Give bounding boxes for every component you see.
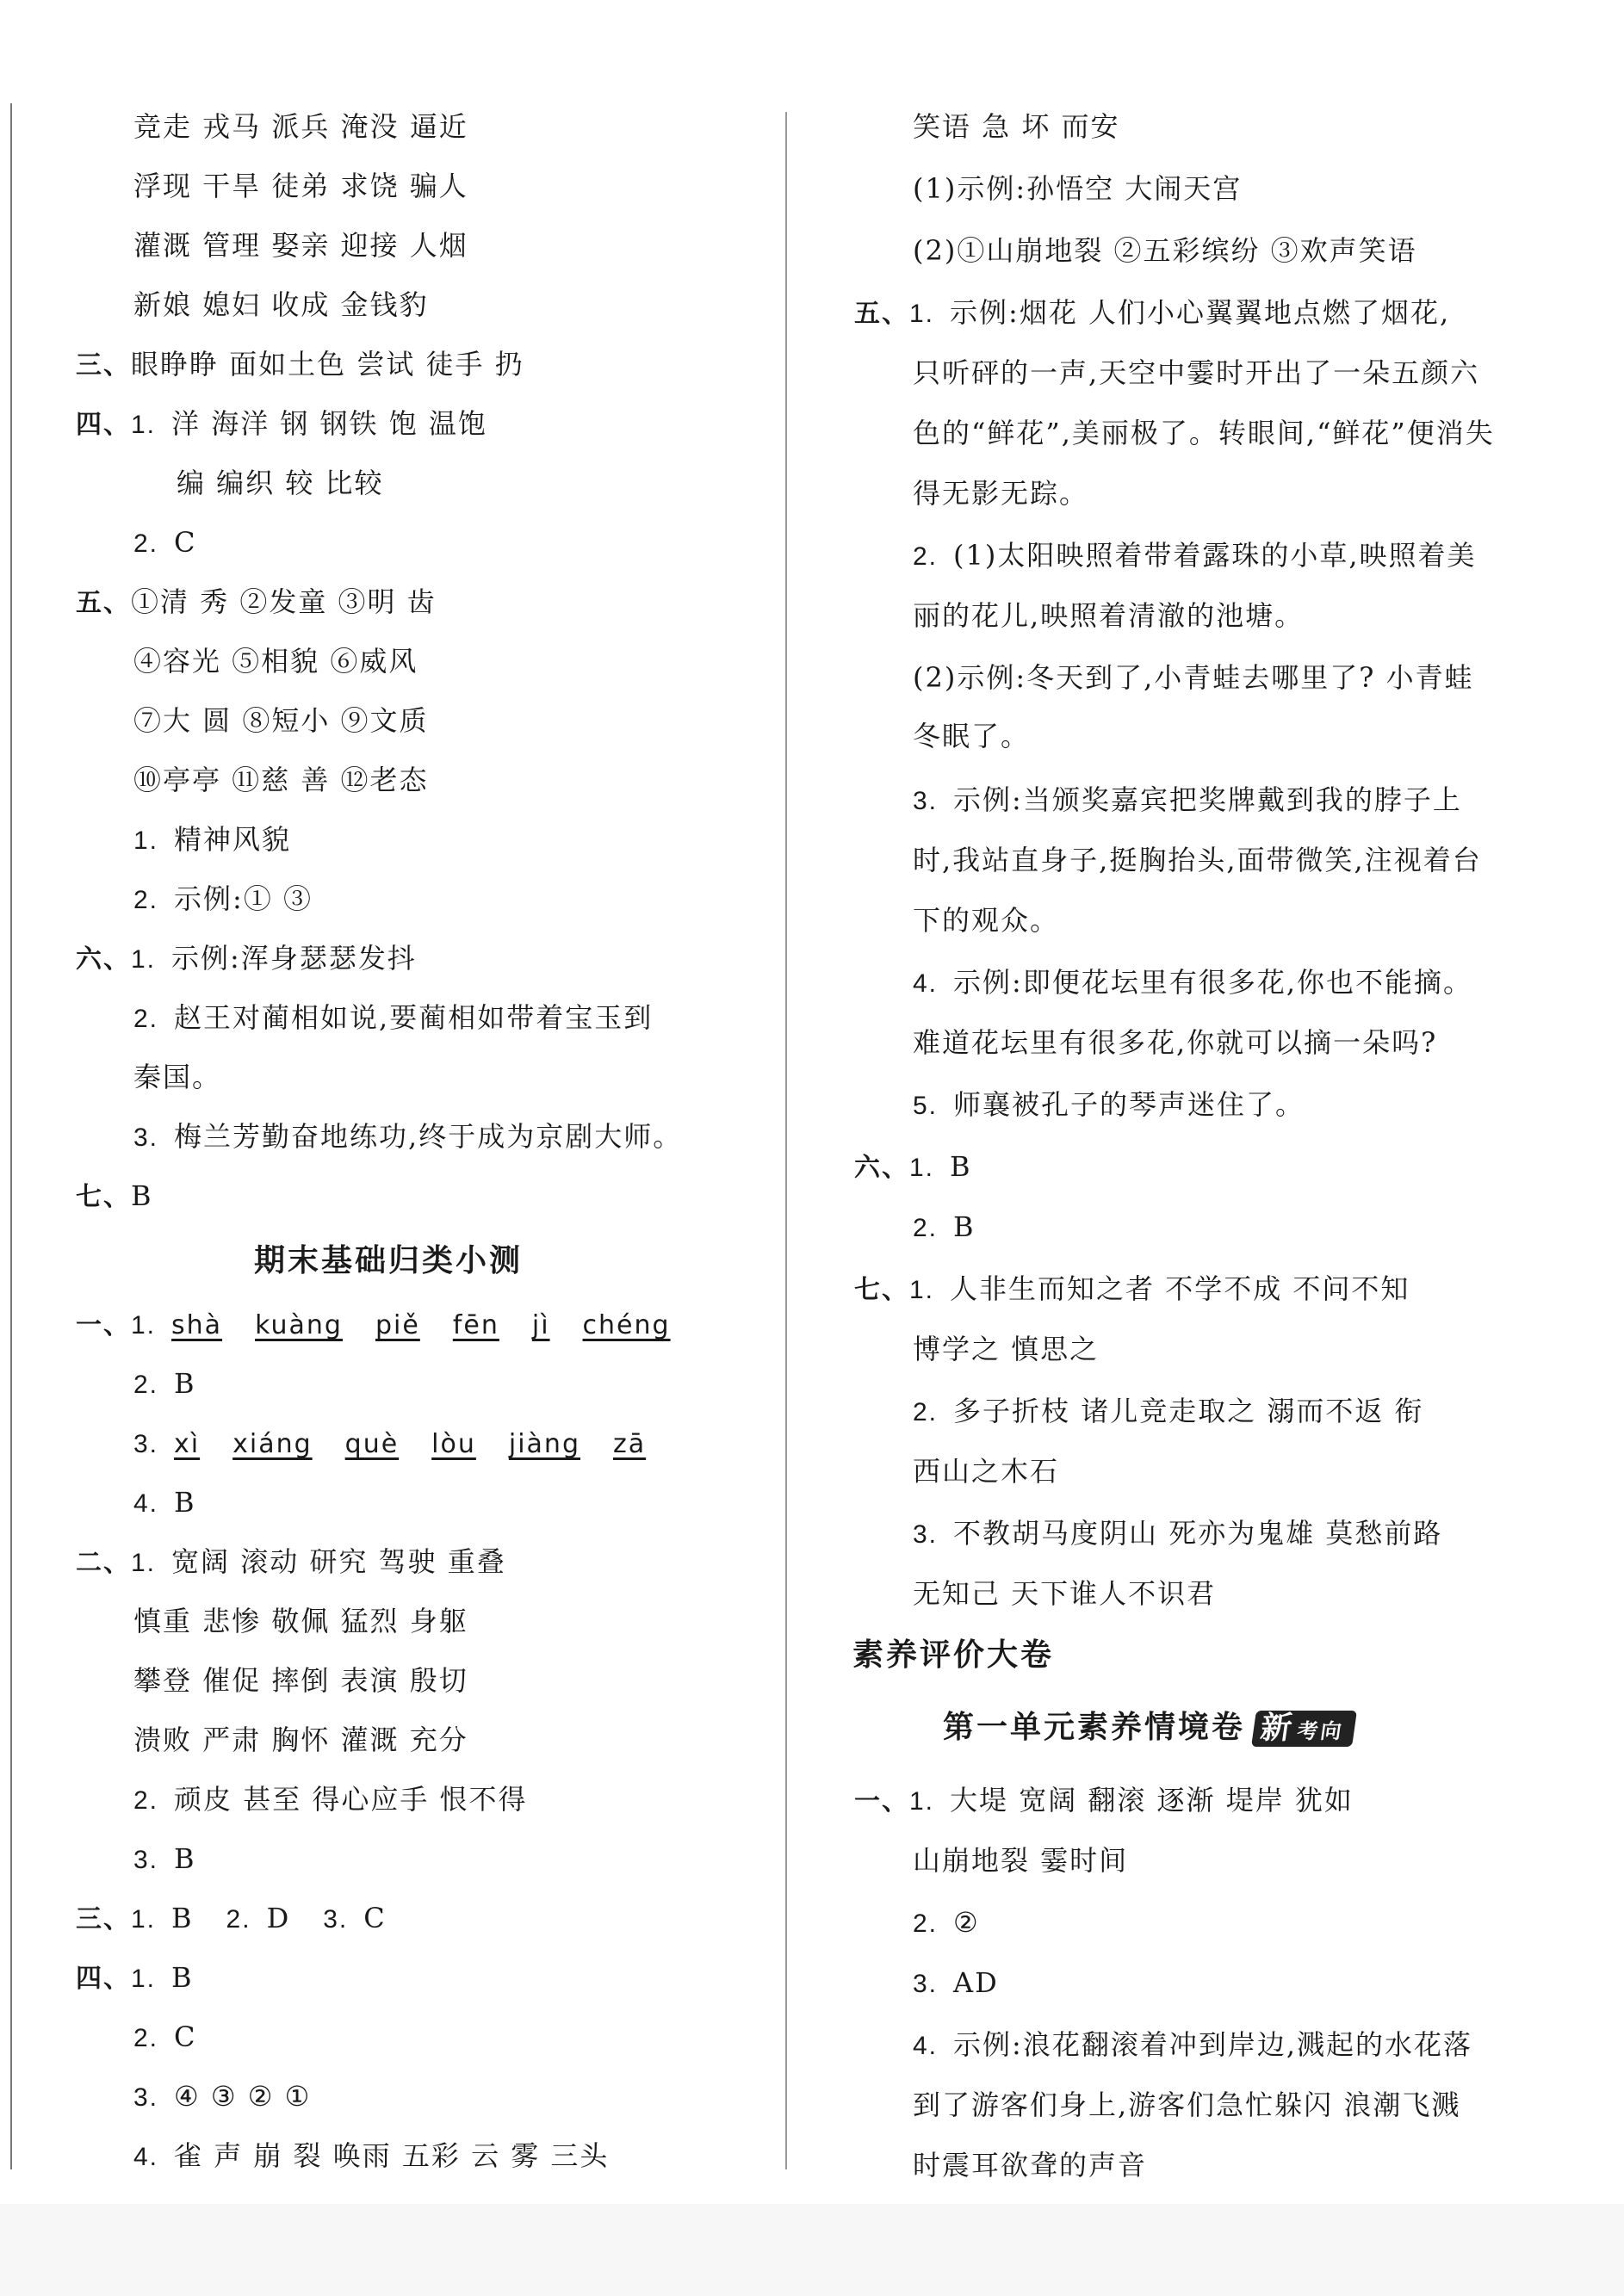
answer-text: B (174, 1486, 196, 1519)
item-number: 2. (133, 886, 159, 914)
item-number: 1. (909, 1276, 935, 1304)
answer-text: B (953, 1210, 976, 1243)
answer-text: 眼睁睁 面如土色 尝试 徒手 扔 (131, 348, 524, 381)
pinyin: shà (171, 1310, 223, 1340)
item-number: 3. (913, 1970, 939, 1998)
answer-row (913, 1207, 976, 1248)
q2-row (76, 1542, 506, 1583)
pinyin: què (344, 1429, 400, 1459)
answer-line: 西山之木石 (913, 1455, 1060, 1488)
pinyin: xì (174, 1429, 201, 1459)
item-number: 1. (909, 1154, 935, 1182)
answer-text: 精神风貌 (174, 823, 292, 856)
item-number: 1. (131, 1905, 157, 1934)
answer-row (913, 1963, 999, 2004)
answer-line: 到了游客们身上,游客们急忙躲闪 浪潮飞溅 (913, 2089, 1461, 2121)
section-5-row (854, 293, 1450, 334)
item-number: 1. (133, 826, 159, 855)
answer-text: B (171, 1902, 194, 1934)
answer-row (133, 879, 313, 920)
section-4-row (76, 404, 487, 445)
q3-row (76, 1898, 387, 1940)
pinyin: kuàng (255, 1310, 343, 1340)
item-number: 3. (913, 787, 939, 815)
item-number: 4. (913, 2032, 939, 2060)
item-number: 2. (226, 1905, 251, 1934)
section-label: 五、 (76, 588, 131, 618)
answer-text: 洋 海洋 钢 钢铁 饱 温饱 (171, 407, 487, 440)
badge-small-text: 考向 (1295, 1719, 1346, 1743)
answer-line: (2)①山崩地裂 ②五彩缤纷 ③欢声笑语 (913, 234, 1417, 267)
answer-text: 示例:烟花 人们小心翼翼地点燃了烟花, (950, 296, 1451, 329)
answer-line: 攀登 催促 摔倒 表演 殷切 (133, 1664, 468, 1697)
item-number: 1. (131, 1311, 157, 1340)
unit-heading: 第一单元素养情境卷 (943, 1710, 1246, 1745)
answer-line: 灌溉 管理 娶亲 迎接 人烟 (133, 229, 468, 262)
answer-row (133, 2076, 311, 2118)
item-number: 2. (913, 542, 939, 571)
answer-line: 山崩地裂 霎时间 (913, 1844, 1129, 1877)
pinyin: xiáng (232, 1429, 313, 1459)
answer-text: 示例:即便花坛里有很多花,你也不能摘。 (953, 966, 1472, 999)
answer-row (133, 1117, 682, 1158)
answer-text: 不教胡马度阴山 死亦为鬼雄 莫愁前路 (953, 1517, 1443, 1550)
answer-line: 新娘 媳妇 收成 金钱豹 (133, 288, 429, 321)
answer-text: 多子折枝 诸儿竞走取之 溺而不返 衔 (953, 1395, 1424, 1427)
answer-text: C (174, 526, 197, 559)
part-heading: 素养评价大卷 (852, 1637, 1055, 1673)
pinyin: jiàng (508, 1429, 580, 1459)
answer-line: 难道花坛里有很多花,你就可以摘一朵吗? (913, 1026, 1438, 1059)
page-bottom-margin (0, 2204, 1624, 2296)
section-label: 六、 (76, 944, 131, 975)
item-number: 3. (913, 1520, 939, 1549)
item-number: 1. (909, 300, 935, 328)
new-trend-badge (1251, 1711, 1357, 1747)
answer-text: C (174, 2021, 197, 2053)
answer-text: AD (953, 1966, 999, 1999)
item-number: 2. (133, 2024, 159, 2052)
answer-row (913, 962, 1472, 1004)
section-6-row (854, 1147, 972, 1188)
answer-text: D (266, 1902, 291, 1934)
item-number: 2. (913, 1214, 939, 1242)
answer-line: 只听砰的一声,天空中霎时开出了一朵五颜六 (913, 356, 1480, 389)
answer-text: B (131, 1179, 153, 1212)
section-heading: 期末基础归类小测 (254, 1243, 524, 1278)
answer-row (133, 1364, 196, 1405)
item-number: 5. (913, 1092, 939, 1120)
section-label: 四、 (76, 1964, 131, 1994)
answer-text: 示例:浑身瑟瑟发抖 (171, 942, 417, 975)
section-3-row (76, 344, 524, 386)
pinyin: lòu (431, 1429, 476, 1459)
q1-row (76, 1304, 671, 1346)
item-number: 3. (133, 2083, 159, 2112)
answer-text: 宽阔 滚动 研究 驾驶 重叠 (171, 1545, 506, 1578)
answer-text: 雀 声 崩 裂 唤雨 五彩 云 雾 三头 (174, 2139, 610, 2172)
answer-row (133, 523, 197, 564)
answer-row (913, 780, 1462, 821)
item-number: 2. (133, 529, 159, 558)
answer-text: 示例:① ③ (174, 882, 313, 915)
answer-line: 竞走 戎马 派兵 淹没 逼近 (133, 110, 468, 143)
section-label: 一、 (76, 1310, 131, 1340)
answer-text: ② (953, 1906, 980, 1939)
item-number: 2. (913, 1398, 939, 1426)
answer-row (133, 2017, 197, 2058)
answer-line: 秦国。 (133, 1061, 222, 1093)
item-number: 3. (133, 1430, 159, 1458)
answer-text: B (171, 1961, 194, 1994)
item-number: 3. (323, 1905, 349, 1934)
item-number: 3. (133, 1846, 159, 1874)
answer-row (913, 535, 1477, 577)
pinyin: fēn (452, 1310, 499, 1340)
section-label: 七、 (76, 1182, 131, 1212)
answer-line: 时震耳欲聋的声音 (913, 2149, 1148, 2182)
pinyin: zā (613, 1429, 647, 1459)
item-number: 1. (131, 945, 157, 974)
answer-line: 冬眠了。 (913, 720, 1031, 752)
section-7-row (76, 1176, 153, 1217)
answer-text: 顽皮 甚至 得心应手 恨不得 (174, 1783, 528, 1816)
answer-line: 色的“鲜花”,美丽极了。转眼间,“鲜花”便消失 (913, 417, 1495, 449)
answer-text: 示例:当颁奖嘉宾把奖牌戴到我的脖子上 (953, 783, 1462, 816)
section-label: 一、 (854, 1786, 909, 1816)
answer-line: 得无影无踪。 (913, 477, 1089, 510)
section-label: 二、 (76, 1548, 131, 1578)
section-6-row (76, 938, 417, 980)
answer-row (913, 1513, 1442, 1555)
answer-row (913, 1085, 1305, 1126)
item-number: 1. (131, 1549, 157, 1577)
item-number: 1. (909, 1787, 935, 1816)
answer-row (913, 1391, 1424, 1433)
section-label: 七、 (854, 1275, 909, 1305)
answer-text: 赵王对蔺相如说,要蔺相如带着宝玉到 (174, 1001, 654, 1034)
item-number: 1. (131, 1965, 157, 1993)
section-label: 四、 (76, 410, 131, 440)
answer-line: 笑语 急 坏 而安 (913, 110, 1120, 143)
answer-row (913, 2025, 1472, 2066)
answer-text: 师襄被孔子的琴声迷住了。 (953, 1088, 1305, 1121)
answer-row (913, 1903, 980, 1944)
q4-row (76, 1958, 194, 1999)
answer-line: ⑩亭亭 ⑪慈 善 ⑫老态 (133, 764, 429, 796)
answer-line: 博学之 慎思之 (913, 1333, 1100, 1365)
answer-row (133, 2136, 609, 2177)
answer-row (133, 998, 653, 1039)
item-number: 4. (133, 1489, 159, 1518)
answer-row (133, 1423, 646, 1464)
left-margin-rule (10, 103, 12, 2169)
section-label: 三、 (76, 350, 131, 381)
answer-row (133, 1482, 196, 1524)
section-7-row (854, 1269, 1410, 1310)
item-number: 3. (133, 1123, 159, 1152)
answer-text: C (363, 1902, 387, 1934)
answer-row (133, 1839, 196, 1880)
column-divider (785, 112, 787, 2169)
answer-text: B (174, 1367, 196, 1400)
section-label: 三、 (76, 1904, 131, 1934)
badge-big-char: 新 (1258, 1711, 1297, 1746)
answer-line: (1)示例:孙悟空 大闹天宫 (913, 172, 1243, 205)
answer-text: 示例:浪花翻滚着冲到岸边,溅起的水花落 (953, 2028, 1472, 2061)
section-5-row (76, 582, 437, 623)
answer-line: (2)示例:冬天到了,小青蛙去哪里了? 小青蛙 (913, 661, 1474, 694)
answer-text: ④ ③ ② ① (174, 2080, 312, 2113)
answer-text: B (950, 1150, 972, 1183)
item-number: 4. (913, 969, 939, 998)
item-number: 2. (133, 1371, 159, 1399)
answer-row (133, 1779, 528, 1821)
section-label: 六、 (854, 1153, 909, 1183)
answer-line: 编 编织 较 比较 (177, 467, 384, 499)
unit-q1-row (854, 1780, 1354, 1822)
answer-text: 大堤 宽阔 翻滚 逐渐 堤岸 犹如 (950, 1784, 1354, 1816)
answer-line: 丽的花儿,映照着清澈的池塘。 (913, 599, 1305, 632)
answer-line: ⑦大 圆 ⑧短小 ⑨文质 (133, 704, 429, 737)
pinyin: piě (375, 1310, 420, 1340)
answer-line: 无知己 天下谁人不识君 (913, 1577, 1217, 1610)
item-number: 2. (913, 1909, 939, 1938)
answer-line: ④容光 ⑤相貌 ⑥威风 (133, 645, 418, 678)
answer-text: 梅兰芳勤奋地练功,终于成为京剧大师。 (174, 1120, 683, 1153)
answer-line: 溃败 严肃 胸怀 灌溉 充分 (133, 1724, 468, 1756)
answer-line: 浮现 干旱 徒弟 求饶 骗人 (133, 170, 468, 202)
answer-text: 人非生而知之者 不学不成 不问不知 (950, 1272, 1410, 1305)
answer-line: 下的观众。 (913, 904, 1060, 937)
pinyin: jì (531, 1310, 550, 1340)
section-label: 五、 (854, 299, 909, 329)
item-number: 4. (133, 2143, 159, 2171)
answer-text: B (174, 1842, 196, 1875)
answer-line: 时,我站直身子,挺胸抬头,面带微笑,注视着台 (913, 844, 1482, 876)
pinyin: chéng (582, 1310, 671, 1340)
answer-text: (1)太阳映照着带着露珠的小草,映照着美 (953, 539, 1477, 572)
item-number: 2. (133, 1786, 159, 1815)
answer-line: 慎重 悲惨 敬佩 猛烈 身躯 (133, 1605, 468, 1637)
answer-text: ①清 秀 ②发童 ③明 齿 (131, 585, 437, 618)
answer-row (133, 820, 291, 861)
unit-heading-row (943, 1706, 1354, 1749)
item-number: 1. (131, 411, 157, 439)
item-number: 2. (133, 1005, 159, 1033)
